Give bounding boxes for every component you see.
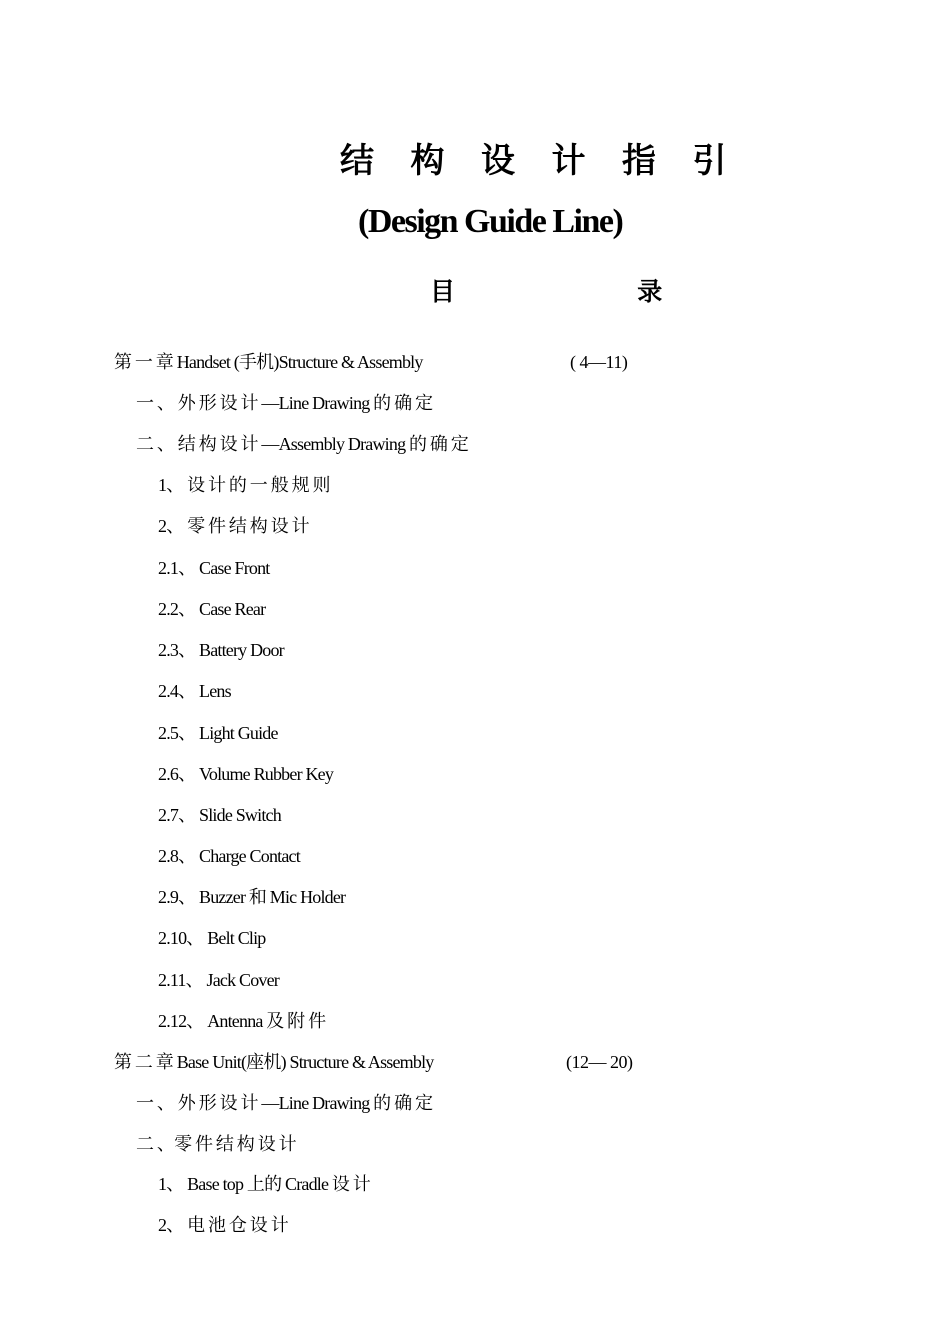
toc-chapter-2[interactable]	[114, 1049, 633, 1075]
toc-entry-label: 二 、零 件 结 构 设 计	[136, 1134, 296, 1154]
toc-section-assembly-drawing[interactable]	[136, 431, 468, 457]
toc-entry-label: 2.9、 Buzzer 和 Mic Holder	[158, 887, 346, 907]
toc-entry-label: 一 、 外 形 设 计 —Line Drawing 的 确 定	[136, 1093, 433, 1113]
toc-item-belt-clip[interactable]	[158, 925, 266, 951]
toc-chapter-1[interactable]	[114, 349, 628, 375]
toc-section-base-line-drawing[interactable]	[136, 1090, 432, 1116]
toc-entry-label: 1、 Base top 上的 Cradle 设 计	[158, 1174, 370, 1194]
toc-entry-label: 2.10、 Belt Clip	[158, 928, 266, 948]
toc-item-antenna[interactable]	[158, 1008, 325, 1034]
toc-item-part-design[interactable]	[158, 513, 309, 539]
toc-entry-label: 2.2、 Case Rear	[158, 599, 266, 619]
toc-entry-label: 第 一 章 Handset (手机)Structure & Assembly	[114, 352, 423, 372]
toc-entry-label: 2.7、 Slide Switch	[158, 805, 281, 825]
toc-item-buzzer-mic-holder[interactable]	[158, 884, 345, 910]
toc-item-light-guide[interactable]	[158, 720, 278, 746]
toc-item-charge-contact[interactable]	[158, 843, 300, 869]
toc-page-range: ( 4—11)	[570, 352, 628, 372]
toc-section-line-drawing[interactable]	[136, 390, 432, 416]
toc-item-battery-compartment[interactable]	[158, 1212, 288, 1238]
document-title-english: (Design Guide Line)	[358, 203, 623, 240]
toc-entry-label: 1、 设 计 的 一 般 规 则	[158, 475, 330, 495]
document-title-chinese: 结 构 设 计 指 引	[340, 143, 741, 180]
toc-entry-label: 2.11、 Jack Cover	[158, 970, 280, 990]
toc-entry-label: 2、 零 件 结 构 设 计	[158, 516, 309, 536]
toc-page-range: (12— 20)	[566, 1052, 633, 1072]
toc-section-base-part-design[interactable]	[136, 1131, 296, 1157]
toc-entry-label: 第 二 章 Base Unit(座机) Structure & Assembly	[114, 1052, 434, 1072]
table-of-contents-heading: 目 录	[430, 279, 751, 306]
toc-item-jack-cover[interactable]	[158, 967, 279, 993]
toc-entry-label: 2.12、 Antenna 及 附 件	[158, 1011, 326, 1031]
toc-entry-label: 二 、 结 构 设 计 —Assembly Drawing 的 确 定	[136, 434, 468, 454]
toc-item-cradle-design[interactable]	[158, 1171, 370, 1197]
toc-item-general-rules[interactable]	[158, 472, 330, 498]
toc-item-slide-switch[interactable]	[158, 802, 281, 828]
toc-item-volume-rubber-key[interactable]	[158, 761, 333, 787]
toc-entry-label: 2.1、 Case Front	[158, 558, 270, 578]
toc-entry-label: 2.6、 Volume Rubber Key	[158, 764, 334, 784]
toc-item-lens[interactable]	[158, 678, 231, 704]
toc-entry-label: 2.5、 Light Guide	[158, 723, 278, 743]
toc-entry-label: 2.8、 Charge Contact	[158, 846, 300, 866]
toc-item-case-rear[interactable]	[158, 596, 265, 622]
toc-item-case-front[interactable]	[158, 555, 270, 581]
toc-entry-label: 一 、 外 形 设 计 —Line Drawing 的 确 定	[136, 393, 433, 413]
toc-entry-label: 2.3、 Battery Door	[158, 640, 284, 660]
toc-entry-label: 2.4、 Lens	[158, 681, 231, 701]
toc-entry-label: 2、 电 池 仓 设 计	[158, 1215, 288, 1235]
toc-item-battery-door[interactable]	[158, 637, 284, 663]
